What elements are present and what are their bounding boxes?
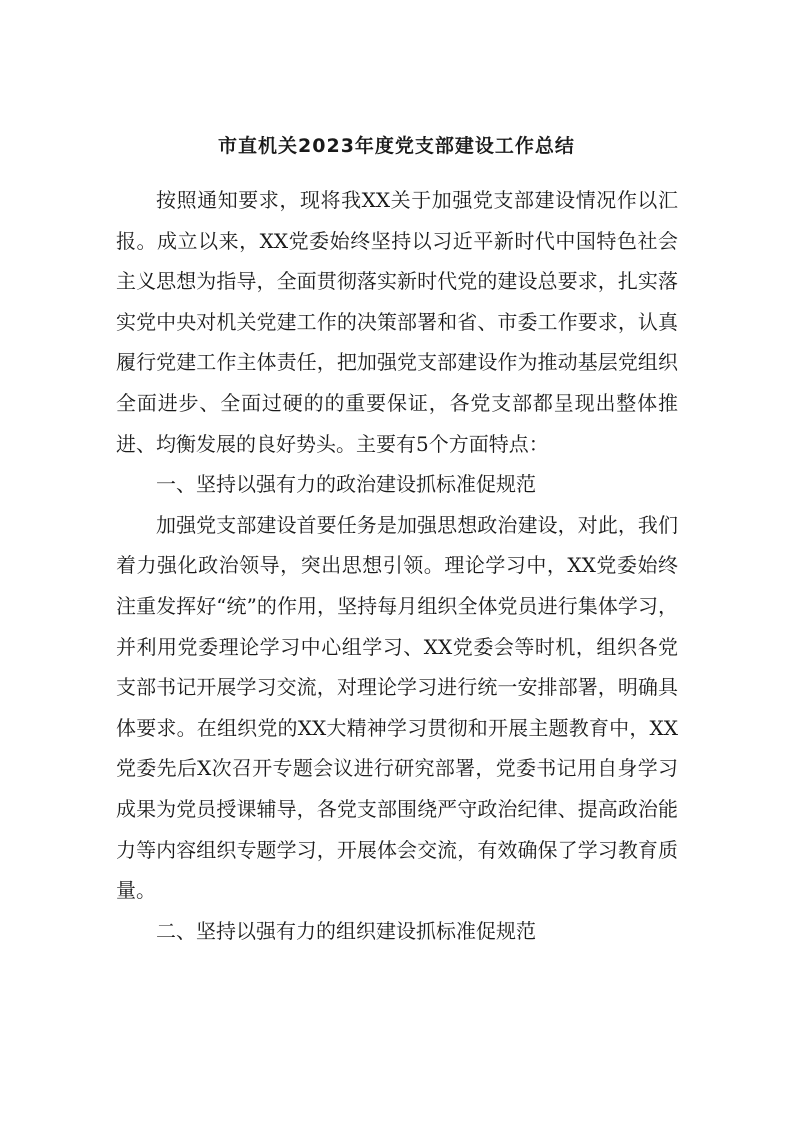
document-body bbox=[116, 180, 678, 951]
intro-paragraph: 按照通知要求，现将我XX关于加强党支部建设情况作以汇报。成立以来，XX党委始终坚持以习近平新时代中国特色社会主义思想为指导，全面贯彻落实新时代党的建设总要求，扎实落实党中央对机关党建工作的决策部署和省、市委工作要求，认真履行党建工作主体责任，把加强党支部建设作为推动基层党组织全面进步、全面过硬的的重要保证，各党支部都呈现出整体推进、均衡发展的良好势头。主要有5个方面特点： bbox=[116, 188, 678, 456]
document-title: 市直机关2023年度党支部建设工作总结 bbox=[218, 135, 575, 157]
section-heading-1: 一、坚持以强有力的政治建设抓标准促规范 bbox=[156, 472, 536, 497]
section-heading-2: 二、坚持以强有力的组织建设抓标准促规范 bbox=[156, 918, 536, 943]
section-1-paragraph: 加强党支部建设首要任务是加强思想政治建设，对此，我们着力强化政治领导，突出思想引领。理论学习中，XX党委始终注重发挥好“统”的作用，坚持每月组织全体党员进行集体学习，并利用党委理论学习中心组学习、XX党委会等时机，组织各党支部书记开展学习交流，对理论学习进行统一安排部署，明确具体要求。在组织党的XX大精神学习贯彻和开展主题教育中，XX党委先后X次召开专题会议进行研究部署，党委书记用自身学习成果为党员授课辅导，各党支部围绕严守政治纪律、提高政治能力等内容组织专题学习，开展体会交流，有效确保了学习教育质量。 bbox=[116, 512, 678, 903]
